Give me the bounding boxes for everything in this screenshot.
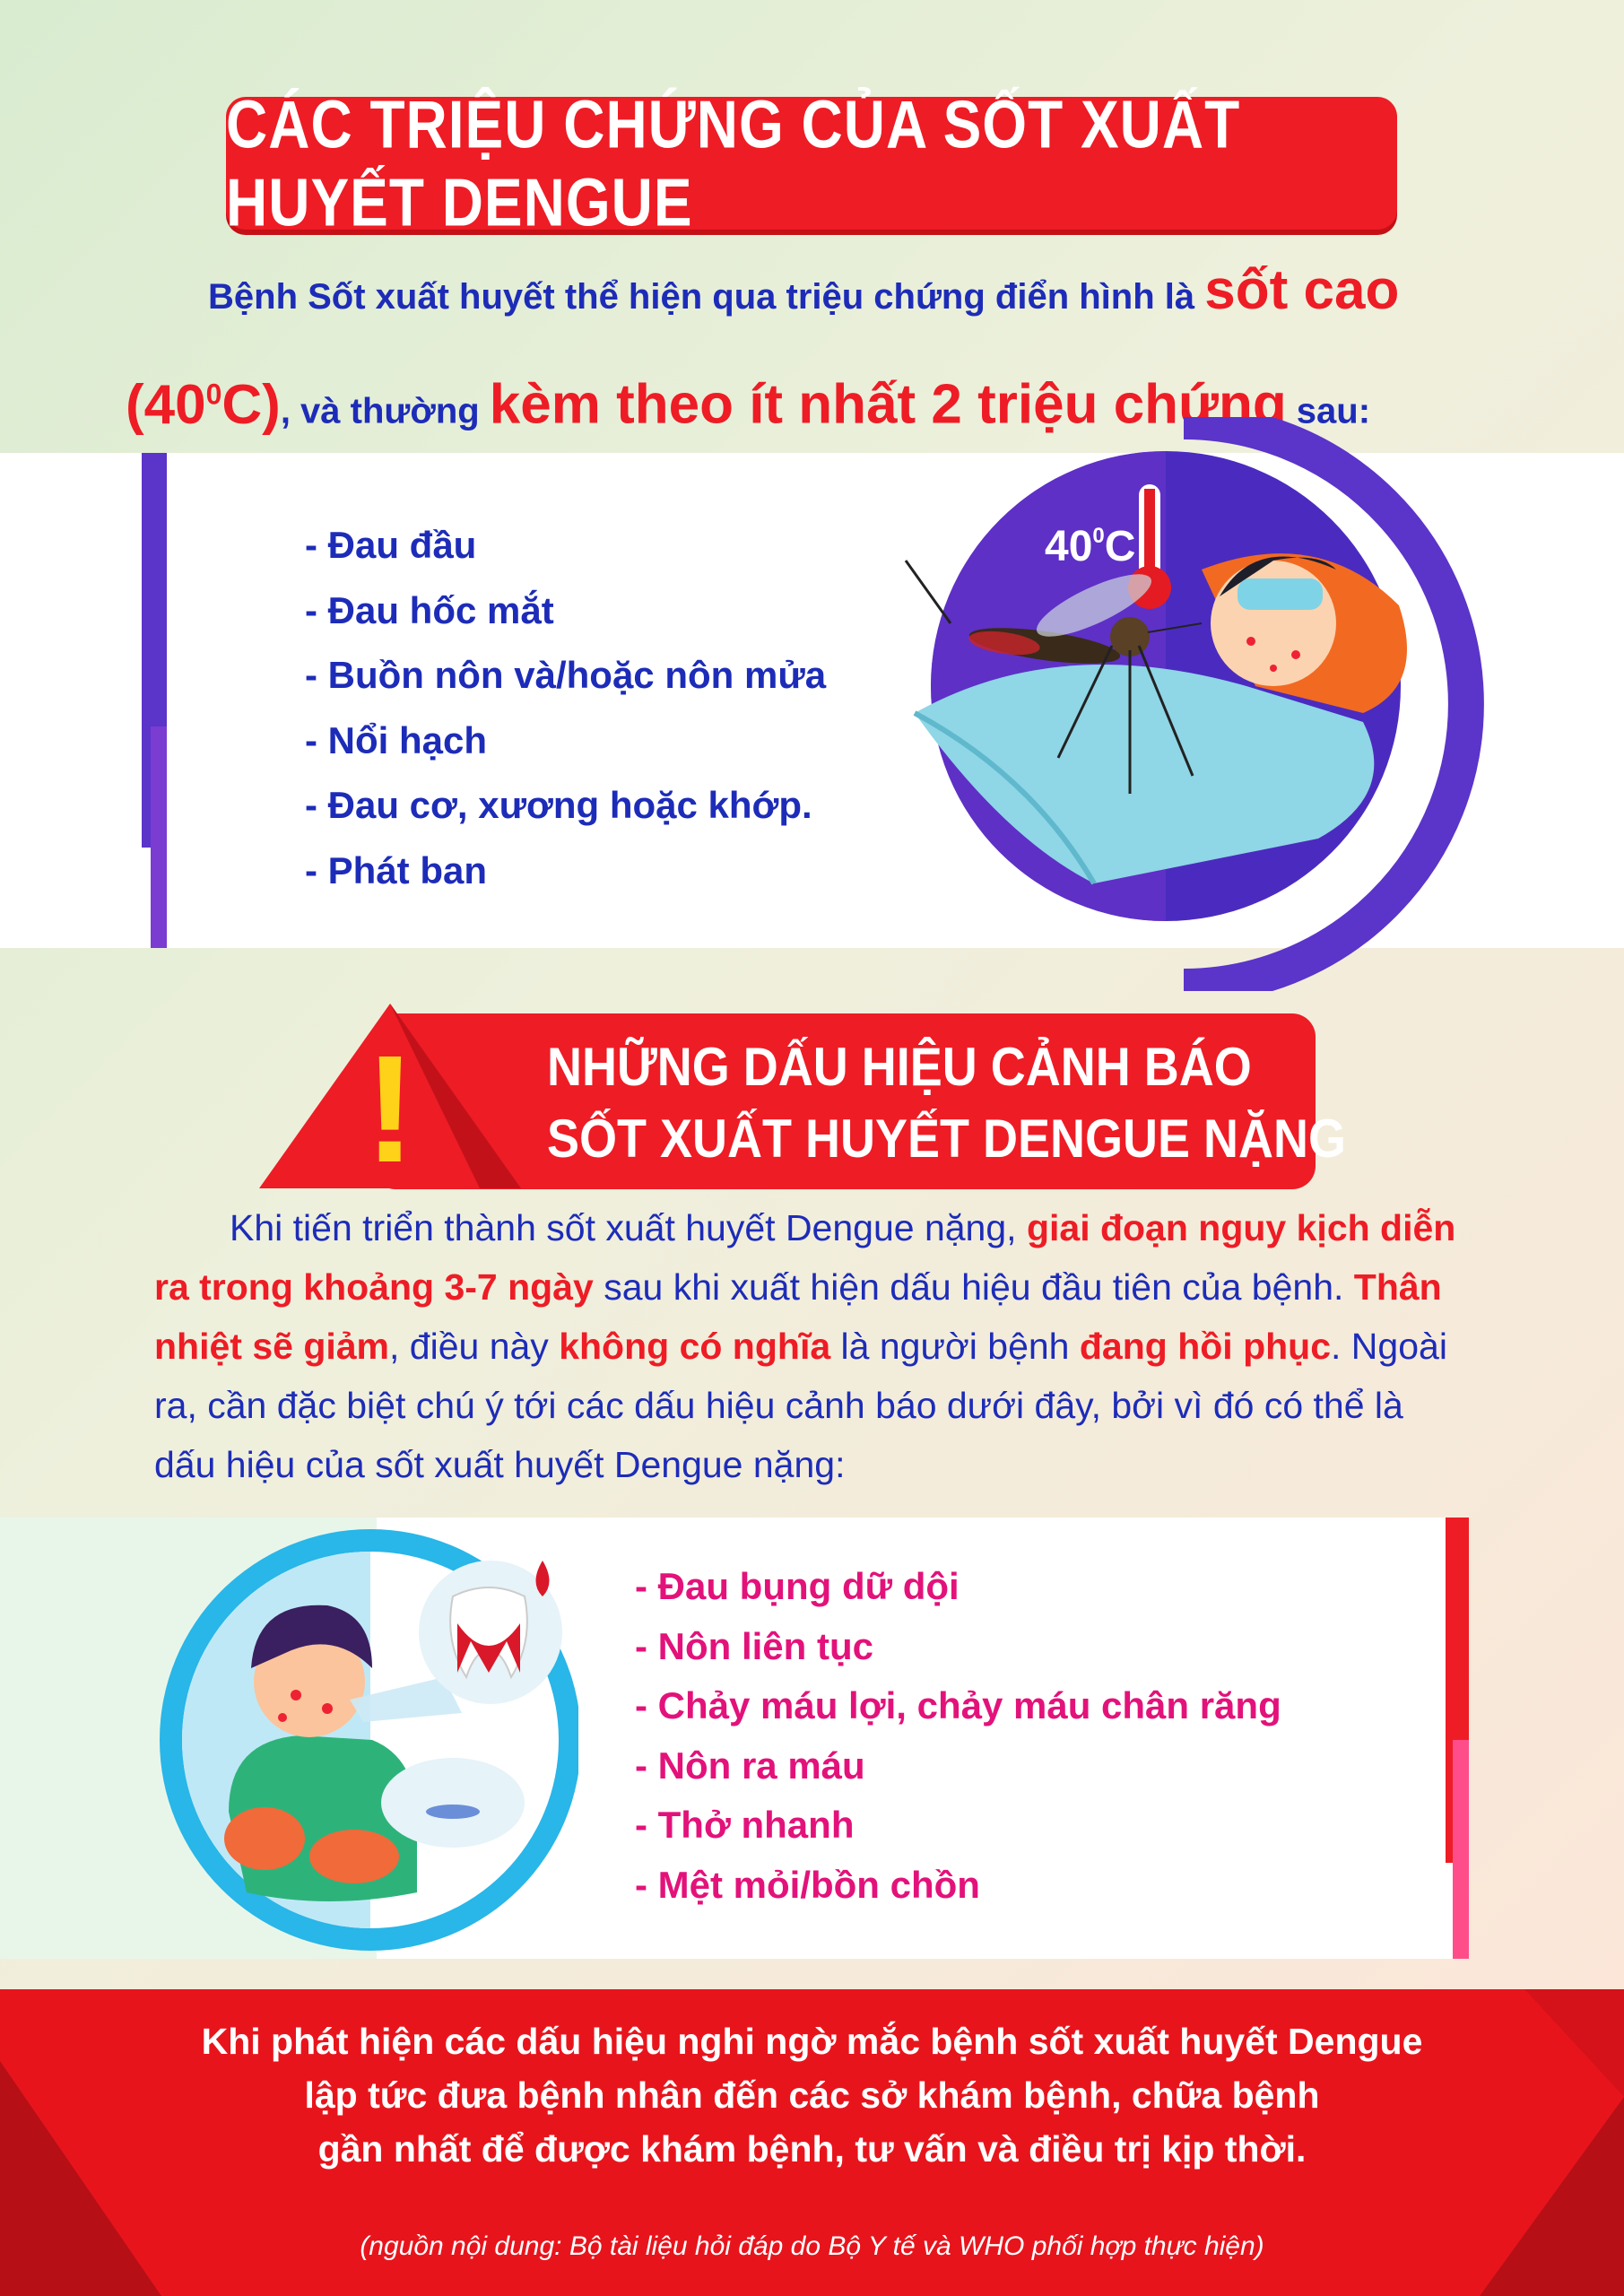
list-item: - Đau đầu	[305, 524, 477, 566]
list-item: - Đau cơ, xương hoặc khớp.	[305, 784, 812, 826]
list-item: - Thở nhanh	[635, 1804, 855, 1846]
accent-bar	[1453, 1740, 1469, 1959]
vomiting-child-illustration	[148, 1516, 578, 1964]
footer-line1: Khi phát hiện các dấu hiệu nghi ngờ mắc bệnh sốt xuất huyết Dengue	[201, 2021, 1423, 2062]
section2-title	[547, 1031, 1346, 1175]
section1-title: CÁC TRIỆU CHỨNG CỦA SỐT XUẤT HUYẾT DENGUE	[226, 85, 1241, 241]
list-item: - Chảy máu lợi, chảy máu chân răng	[635, 1684, 1281, 1726]
list-item: - Phát ban	[305, 848, 488, 891]
thermo-label: $40^0C$	[1045, 523, 1136, 570]
list-item: - Nôn liên tục	[635, 1624, 873, 1667]
section1-title-box	[226, 85, 1397, 241]
cold-towel	[1238, 578, 1323, 610]
section2-paragraph: Khi tiến triển thành sốt xuất huyết Dengue nặng, giai đoạn nguy kịch diễn ra trong khoảng 3-7 ngày sau khi xuất hiện dấu hiệu đầu tiên của bệnh. Thân nhiệt sẽ giảm, điều này không có nghĩa là người bệnh đang hồi phục. Ngoài ra, cần đặc biệt chú ý tới các dấu hiệu cảnh báo dưới đây, bởi vì đó có thể là dấu hiệu của sốt xuất huyết Dengue nặng:	[154, 1207, 1456, 1485]
source-note: (nguồn nội dung: Bộ tài liệu hỏi đáp do Bộ Y tế và WHO phối hợp thực hiện)	[360, 2231, 1264, 2261]
section2-title-line2: SỐT XUẤT HUYẾT DENGUE NẶNG	[547, 1109, 1347, 1170]
list-item: - Mệt mỏi/bồn chồn	[635, 1863, 980, 1906]
intro-line-1	[126, 242, 1524, 345]
warning-triangle-icon	[256, 1000, 525, 1190]
intro-text-a: Bệnh Sốt xuất huyết thể hiện qua triệu chứng điển hình là	[208, 277, 1205, 317]
warning-exclamation: !	[364, 1024, 416, 1190]
intro-text-g: sau:	[1286, 391, 1371, 431]
list-item: - Đau hốc mắt	[305, 588, 554, 631]
accent-bar	[151, 726, 167, 948]
list-item: - Đau bụng dữ dội	[635, 1565, 960, 1607]
symptom-list	[305, 513, 826, 903]
list-item: - Buồn nôn và/hoặc nôn mửa	[305, 654, 827, 696]
footer-message	[0, 2014, 1624, 2176]
intro-highlight-high-fever: sốt cao	[1204, 259, 1400, 321]
intro-highlight-symptoms: kèm theo ít nhất 2 triệu chứng	[489, 373, 1287, 436]
warning-signs-list	[635, 1557, 1281, 1915]
footer-line3: gần nhất để được khám bệnh, tư vấn và điều trị kịp thời.	[317, 2128, 1307, 2170]
section2-title-line1: NHỮNG DẤU HIỆU CẢNH BÁO	[547, 1037, 1252, 1098]
footer-line2: lập tức đưa bệnh nhân đến các sở khám bệnh, chữa bệnh	[304, 2074, 1320, 2116]
list-item: - Nổi hạch	[305, 718, 488, 761]
fever-child-illustration	[897, 417, 1489, 991]
intro-temperature: $(40^0C)$	[126, 373, 281, 436]
intro-text-e: , và thường	[280, 391, 490, 431]
list-item: - Nôn ra máu	[635, 1744, 865, 1787]
